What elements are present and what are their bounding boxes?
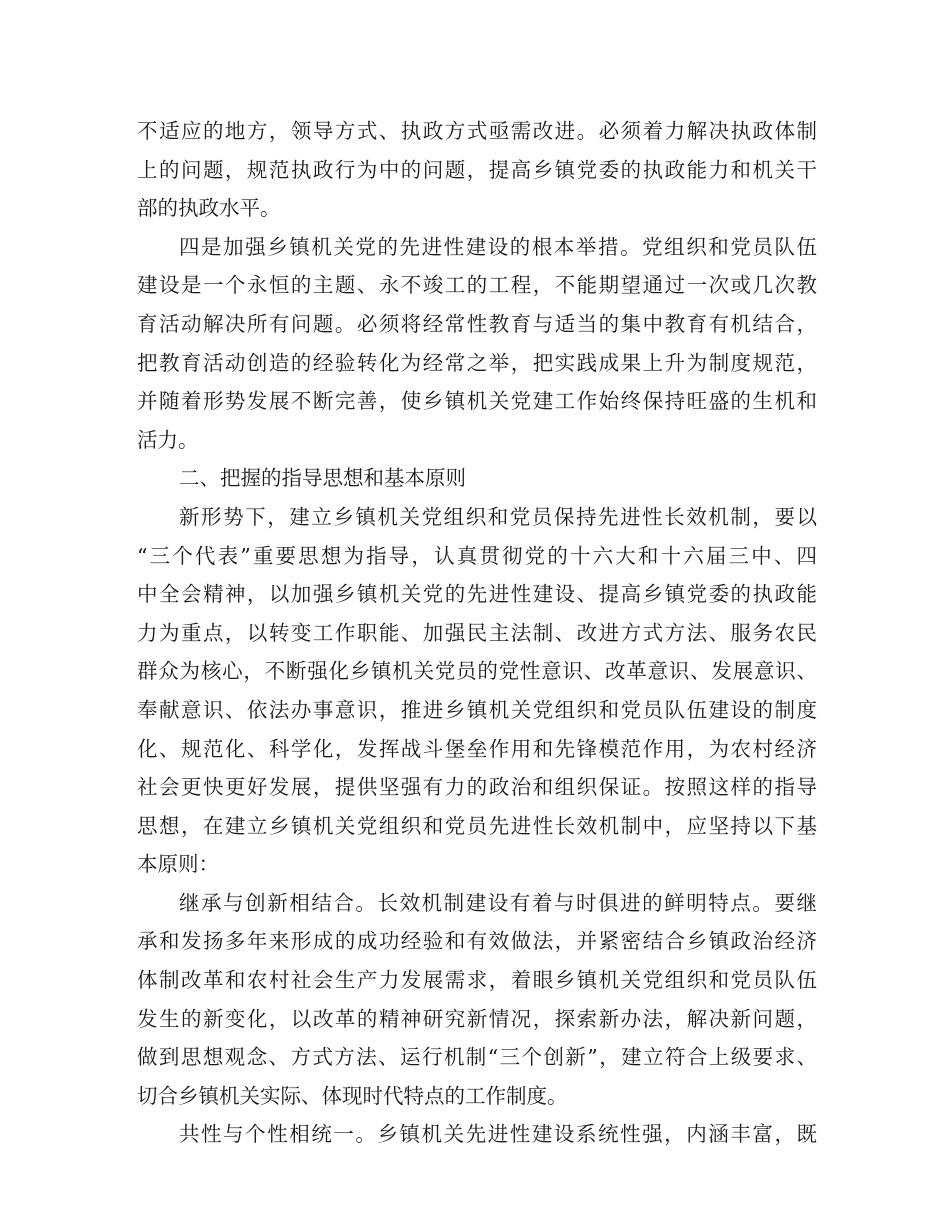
text-line: “三个代表”重要思想为指导，认真贯彻党的十六大和十六届三中、四 xyxy=(137,543,817,568)
text-line: 切合乡镇机关实际、体现时代特点的工作制度。 xyxy=(137,1083,568,1108)
text-line: 育活动解决所有问题。必须将经常性教育与适当的集中教育有机结合， xyxy=(137,311,817,336)
text-line: 做到思想观念、方式方法、运行机制“三个创新”，建立符合上级要求、 xyxy=(137,1045,817,1070)
text-line: 力为重点，以转变工作职能、加强民主法制、改进方式方法、服务农民 xyxy=(137,620,817,645)
text-line: 奉献意识、依法办事意识，推进乡镇机关党组织和党员队伍建设的制度 xyxy=(137,697,817,722)
text-line: 化、规范化、科学化，发挥战斗堡垒作用和先锋模范作用，为农村经济 xyxy=(137,736,817,761)
text-line: 继承与创新相结合。长效机制建设有着与时俱进的鲜明特点。要继 xyxy=(179,890,817,915)
text-line: 社会更快更好发展，提供坚强有力的政治和组织保证。按照这样的指导 xyxy=(137,775,817,800)
text-line: 共性与个性相统一。乡镇机关先进性建设系统性强，内涵丰富，既 xyxy=(179,1122,817,1147)
text-line: 部的执政水平。 xyxy=(137,196,281,221)
text-line: 体制改革和农村社会生产力发展需求，着眼乡镇机关党组织和党员队伍 xyxy=(137,968,817,993)
text-line: 思想，在建立乡镇机关党组织和党员先进性长效机制中，应坚持以下基 xyxy=(137,813,817,838)
text-line: 活力。 xyxy=(137,427,199,452)
text-line: 把教育活动创造的经验转化为经常之举，把实践成果上升为制度规范， xyxy=(137,350,817,375)
text-line: 二、把握的指导思想和基本原则 xyxy=(179,466,466,491)
body-text xyxy=(137,112,817,1154)
text-line: 四是加强乡镇机关党的先进性建设的根本举措。党组织和党员队伍 xyxy=(179,234,817,259)
text-line: 发生的新变化，以改革的精神研究新情况，探索新办法，解决新问题， xyxy=(137,1006,817,1031)
text-line: 并随着形势发展不断完善，使乡镇机关党建工作始终保持旺盛的生机和 xyxy=(137,389,817,414)
text-line: 建设是一个永恒的主题、永不竣工的工程，不能期望通过一次或几次教 xyxy=(137,273,817,298)
text-line: 新形势下，建立乡镇机关党组织和党员保持先进性长效机制，要以 xyxy=(179,504,817,529)
text-line: 承和发扬多年来形成的成功经验和有效做法，并紧密结合乡镇政治经济 xyxy=(137,929,817,954)
text-line: 中全会精神，以加强乡镇机关党的先进性建设、提高乡镇党委的执政能 xyxy=(137,582,817,607)
text-line: 上的问题，规范执政行为中的问题，提高乡镇党委的执政能力和机关干 xyxy=(137,157,817,182)
text-line: 本原则： xyxy=(137,852,219,877)
text-line: 群众为核心，不断强化乡镇机关党员的党性意识、改革意识、发展意识、 xyxy=(137,659,817,684)
text-line: 不适应的地方，领导方式、执政方式亟需改进。必须着力解决执政体制 xyxy=(137,119,817,143)
